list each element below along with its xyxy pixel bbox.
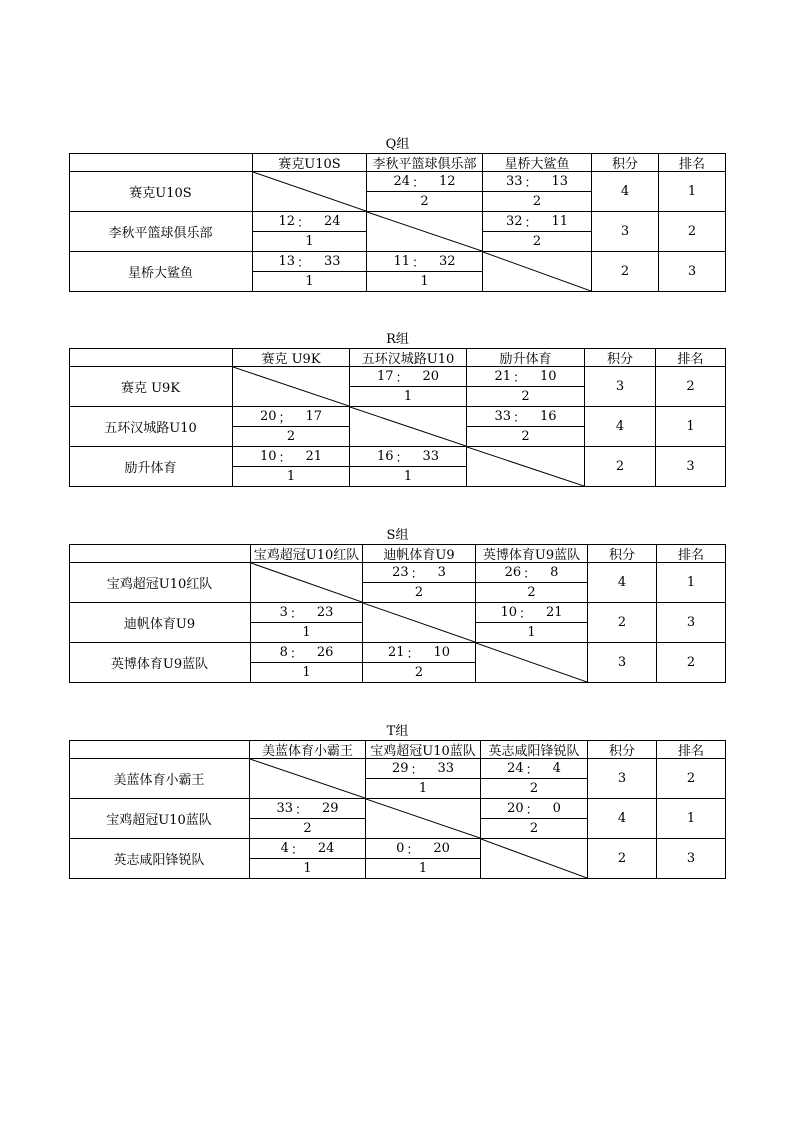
column-header-points-label: 积分 bbox=[608, 547, 635, 563]
diagonal-self-cell bbox=[366, 799, 481, 839]
match-points-value: 2 bbox=[420, 194, 429, 209]
row-total-points-value: 4 bbox=[617, 575, 627, 590]
row-rank bbox=[657, 643, 726, 683]
match-score bbox=[350, 367, 467, 387]
score-for: 8 bbox=[279, 645, 288, 660]
header-corner bbox=[69, 740, 250, 759]
score-against: 0 bbox=[552, 801, 561, 816]
column-header-rank bbox=[657, 740, 726, 759]
diagonal-line bbox=[251, 563, 362, 602]
match-points-value: 1 bbox=[403, 389, 413, 404]
score-for: 4 bbox=[280, 841, 289, 856]
match-points bbox=[367, 272, 483, 292]
match-points bbox=[363, 583, 476, 603]
score-against: 29 bbox=[322, 801, 339, 816]
row-team-name-label: 励升体育 bbox=[124, 461, 177, 476]
row-rank-value: 2 bbox=[686, 655, 696, 670]
row-total-points-value: 3 bbox=[617, 655, 627, 670]
row-total-points bbox=[588, 563, 657, 603]
column-header-points bbox=[588, 740, 657, 759]
diagonal-self-cell bbox=[251, 563, 363, 603]
match-points bbox=[476, 623, 588, 643]
row-team-name bbox=[69, 172, 253, 212]
match-points-value: 2 bbox=[527, 585, 536, 600]
match-points-value: 2 bbox=[529, 821, 539, 836]
column-header-rank-label: 排名 bbox=[677, 547, 704, 563]
score-separator: ： bbox=[525, 803, 539, 818]
diagonal-line bbox=[483, 252, 591, 291]
row-total-points bbox=[585, 447, 656, 487]
match-points bbox=[366, 779, 481, 799]
score-against: 33 bbox=[422, 449, 440, 464]
score-against: 10 bbox=[433, 645, 451, 660]
row-team-name bbox=[69, 603, 251, 643]
match-points-value: 2 bbox=[521, 389, 530, 404]
row-rank bbox=[659, 212, 726, 252]
match-points bbox=[253, 272, 367, 292]
row-rank-value: 1 bbox=[687, 184, 697, 199]
match-points-value: 2 bbox=[532, 234, 542, 249]
match-points bbox=[367, 192, 483, 212]
column-header-rank bbox=[656, 348, 726, 367]
diagonal-self-cell bbox=[233, 367, 350, 407]
row-rank bbox=[657, 603, 726, 643]
match-points-value: 1 bbox=[303, 861, 312, 876]
match-score bbox=[366, 839, 481, 859]
match-score bbox=[233, 407, 350, 427]
score-separator: ： bbox=[524, 176, 538, 191]
match-points-value: 1 bbox=[418, 861, 428, 876]
match-points bbox=[253, 232, 367, 252]
column-header-team bbox=[250, 740, 366, 759]
score-separator: ： bbox=[512, 411, 526, 426]
diagonal-self-cell bbox=[467, 447, 585, 487]
diagonal-self-cell bbox=[367, 212, 483, 252]
score-for: 16 bbox=[376, 449, 394, 464]
score-for: 24 bbox=[393, 174, 410, 189]
group-title-text: S组 bbox=[386, 528, 409, 543]
column-header-team bbox=[476, 544, 588, 563]
score-for: 12 bbox=[278, 214, 295, 229]
column-header-team-label: 赛克 U9K bbox=[261, 351, 321, 367]
match-points bbox=[481, 779, 588, 799]
score-against: 32 bbox=[439, 254, 456, 269]
row-total-points-value: 4 bbox=[615, 419, 625, 434]
column-header-team-label: 宝鸡超冠U10红队 bbox=[253, 547, 360, 563]
column-header-team-label: 美蓝体育小霸王 bbox=[261, 743, 353, 759]
score-against: 11 bbox=[551, 214, 569, 229]
column-header-points-label: 积分 bbox=[611, 156, 638, 172]
score-for: 23 bbox=[392, 565, 409, 580]
score-against: 12 bbox=[439, 174, 456, 189]
row-rank bbox=[656, 367, 726, 407]
score-separator: ： bbox=[523, 567, 537, 582]
row-total-points bbox=[588, 759, 657, 799]
score-against: 17 bbox=[305, 409, 323, 424]
diagonal-line bbox=[467, 447, 584, 486]
score-against: 24 bbox=[317, 841, 335, 856]
header-corner bbox=[69, 544, 251, 563]
score-against: 3 bbox=[437, 565, 446, 580]
score-against: 21 bbox=[546, 605, 563, 620]
match-score bbox=[363, 643, 476, 663]
diagonal-line bbox=[253, 172, 366, 211]
group-title bbox=[69, 332, 726, 348]
standings-table bbox=[69, 544, 726, 683]
match-score bbox=[481, 759, 588, 779]
match-points bbox=[483, 232, 592, 252]
row-team-name bbox=[69, 759, 250, 799]
column-header-points bbox=[585, 348, 656, 367]
score-for: 33 bbox=[494, 409, 511, 424]
score-separator: ： bbox=[395, 371, 409, 386]
row-total-points bbox=[588, 799, 657, 839]
header-corner bbox=[69, 153, 253, 172]
score-for: 10 bbox=[259, 449, 277, 464]
match-score bbox=[467, 367, 585, 387]
match-score bbox=[253, 212, 367, 232]
standings-table bbox=[69, 740, 726, 879]
row-rank-value: 3 bbox=[686, 851, 696, 866]
score-against: 23 bbox=[316, 605, 334, 620]
row-total-points bbox=[588, 603, 657, 643]
column-header-team bbox=[251, 544, 363, 563]
row-rank-value: 3 bbox=[687, 264, 697, 279]
column-header-team-label: 赛克U10S bbox=[278, 156, 341, 172]
row-team-name-label: 美蓝体育小霸王 bbox=[113, 773, 205, 788]
row-team-name bbox=[69, 799, 250, 839]
row-total-points-value: 3 bbox=[617, 771, 627, 786]
diagonal-line bbox=[481, 839, 587, 878]
column-header-team-label: 宝鸡超冠U10蓝队 bbox=[370, 743, 476, 759]
match-points-value: 1 bbox=[302, 665, 311, 680]
column-header-team bbox=[483, 153, 592, 172]
score-for: 17 bbox=[376, 369, 394, 384]
group-title-text: R组 bbox=[386, 332, 409, 347]
column-header-team-label: 英博体育U9蓝队 bbox=[482, 547, 581, 563]
header-corner bbox=[69, 348, 233, 367]
column-header-team-label: 迪帆体育U9 bbox=[383, 547, 455, 563]
match-points-value: 2 bbox=[286, 429, 296, 444]
diagonal-self-cell bbox=[363, 603, 476, 643]
column-header-rank bbox=[659, 153, 726, 172]
column-header-team-label: 星桥大鲨鱼 bbox=[504, 156, 570, 172]
column-header-team bbox=[367, 153, 483, 172]
column-header-rank-label: 排名 bbox=[677, 743, 704, 759]
standings-table bbox=[69, 153, 726, 292]
match-points bbox=[251, 623, 363, 643]
diagonal-line bbox=[366, 799, 480, 838]
score-for: 3 bbox=[279, 605, 288, 620]
match-points-value: 2 bbox=[414, 585, 424, 600]
row-team-name-label: 李秋平篮球俱乐部 bbox=[108, 226, 213, 241]
row-rank-value: 3 bbox=[686, 615, 696, 630]
match-points-value: 2 bbox=[529, 781, 539, 796]
column-header-rank-label: 排名 bbox=[678, 156, 705, 172]
column-header-points bbox=[588, 544, 657, 563]
standings-table bbox=[69, 348, 726, 487]
score-for: 24 bbox=[507, 761, 524, 776]
score-separator: ： bbox=[296, 216, 310, 231]
diagonal-line bbox=[350, 407, 466, 446]
row-rank bbox=[657, 563, 726, 603]
row-total-points-value: 2 bbox=[617, 851, 627, 866]
row-total-points bbox=[592, 252, 659, 292]
group-title-text: T组 bbox=[386, 724, 409, 739]
diagonal-line bbox=[476, 643, 587, 682]
match-points bbox=[251, 663, 363, 683]
diagonal-self-cell bbox=[350, 407, 467, 447]
row-rank bbox=[657, 759, 726, 799]
row-total-points-value: 2 bbox=[617, 615, 627, 630]
row-rank bbox=[657, 799, 726, 839]
column-header-team-label: 励升体育 bbox=[499, 351, 552, 367]
match-score bbox=[483, 212, 592, 232]
score-separator: ： bbox=[289, 607, 303, 622]
row-rank-value: 3 bbox=[686, 459, 695, 474]
score-against: 10 bbox=[540, 369, 557, 384]
group-title bbox=[69, 137, 726, 153]
match-score bbox=[366, 759, 481, 779]
score-separator: ： bbox=[406, 647, 420, 662]
score-for: 20 bbox=[507, 801, 524, 816]
group-title-text: Q组 bbox=[385, 137, 410, 152]
score-separator: ： bbox=[525, 763, 539, 778]
score-for: 32 bbox=[505, 214, 523, 229]
row-total-points bbox=[585, 367, 656, 407]
match-points bbox=[233, 467, 350, 487]
match-score bbox=[350, 447, 467, 467]
diagonal-line bbox=[250, 759, 365, 798]
column-header-points bbox=[592, 153, 659, 172]
column-header-team bbox=[253, 153, 367, 172]
score-for: 21 bbox=[494, 369, 511, 384]
row-total-points bbox=[588, 643, 657, 683]
match-score bbox=[467, 407, 585, 427]
score-separator: ； bbox=[278, 411, 292, 426]
score-for: 20 bbox=[259, 409, 277, 424]
column-header-rank-label: 排名 bbox=[677, 351, 704, 367]
row-team-name-label: 赛克 U9K bbox=[120, 381, 181, 396]
row-rank bbox=[659, 252, 726, 292]
row-total-points-value: 3 bbox=[615, 379, 625, 394]
score-against: 16 bbox=[540, 409, 557, 424]
column-header-team-label: 五环汉城路U10 bbox=[361, 351, 455, 367]
row-rank bbox=[657, 839, 726, 879]
score-separator: ： bbox=[294, 803, 308, 818]
score-for: 11 bbox=[393, 254, 410, 269]
row-rank-value: 1 bbox=[686, 575, 696, 590]
score-against: 20 bbox=[433, 841, 450, 856]
row-team-name bbox=[69, 212, 253, 252]
row-rank-value: 1 bbox=[686, 419, 695, 434]
row-team-name-label: 宝鸡超冠U10蓝队 bbox=[106, 813, 212, 828]
score-for: 13 bbox=[278, 254, 295, 269]
match-score bbox=[250, 799, 366, 819]
row-total-points bbox=[592, 172, 659, 212]
row-rank bbox=[659, 172, 726, 212]
score-separator: ： bbox=[411, 176, 425, 191]
match-points-value: 1 bbox=[305, 274, 314, 289]
match-points bbox=[483, 192, 592, 212]
match-points bbox=[350, 387, 467, 407]
column-header-rank bbox=[657, 544, 726, 563]
diagonal-line bbox=[233, 367, 349, 406]
diagonal-self-cell bbox=[481, 839, 588, 879]
score-separator: ： bbox=[410, 763, 424, 778]
diagonal-self-cell bbox=[476, 643, 588, 683]
score-separator: ： bbox=[512, 371, 526, 386]
score-separator: ： bbox=[395, 451, 409, 466]
diagonal-line bbox=[363, 603, 475, 642]
score-for: 33 bbox=[276, 801, 293, 816]
row-rank-value: 1 bbox=[686, 811, 696, 826]
score-against: 33 bbox=[324, 254, 341, 269]
score-against: 8 bbox=[550, 565, 559, 580]
group-title bbox=[69, 724, 726, 740]
score-separator: ： bbox=[406, 843, 420, 858]
row-team-name bbox=[69, 643, 251, 683]
row-total-points bbox=[585, 407, 656, 447]
score-for: 26 bbox=[504, 565, 522, 580]
diagonal-self-cell bbox=[250, 759, 366, 799]
score-for: 0 bbox=[396, 841, 405, 856]
score-for: 10 bbox=[500, 605, 517, 620]
row-team-name-label: 英志咸阳锋锐队 bbox=[113, 853, 205, 868]
match-score bbox=[251, 643, 363, 663]
match-points bbox=[476, 583, 588, 603]
match-points bbox=[467, 427, 585, 447]
row-team-name bbox=[69, 407, 233, 447]
row-rank-value: 2 bbox=[686, 771, 696, 786]
row-rank bbox=[656, 447, 726, 487]
match-points-value: 2 bbox=[414, 665, 424, 680]
match-points-value: 1 bbox=[403, 469, 413, 484]
match-score bbox=[367, 252, 483, 272]
row-rank-value: 2 bbox=[686, 379, 695, 394]
match-points bbox=[350, 467, 467, 487]
diagonal-self-cell bbox=[483, 252, 592, 292]
score-separator: ： bbox=[411, 256, 425, 271]
match-points-value: 2 bbox=[521, 429, 530, 444]
column-header-team bbox=[350, 348, 467, 367]
match-score bbox=[250, 839, 366, 859]
match-points bbox=[366, 859, 481, 879]
row-team-name-label: 宝鸡超冠U10红队 bbox=[106, 577, 213, 592]
match-score bbox=[483, 172, 592, 192]
score-against: 21 bbox=[305, 449, 323, 464]
match-points bbox=[250, 859, 366, 879]
diagonal-self-cell bbox=[253, 172, 367, 212]
column-header-team bbox=[366, 740, 481, 759]
score-against: 4 bbox=[552, 761, 561, 776]
match-points bbox=[250, 819, 366, 839]
row-total-points-value: 3 bbox=[620, 224, 630, 239]
row-rank-value: 2 bbox=[687, 224, 697, 239]
score-separator: ： bbox=[278, 451, 292, 466]
score-against: 13 bbox=[551, 174, 569, 189]
column-header-team-label: 李秋平篮球俱乐部 bbox=[372, 156, 477, 172]
row-team-name-label: 赛克U10S bbox=[129, 186, 192, 201]
match-score bbox=[367, 172, 483, 192]
column-header-team bbox=[481, 740, 588, 759]
score-for: 21 bbox=[387, 645, 405, 660]
match-points-value: 1 bbox=[305, 234, 314, 249]
match-score bbox=[476, 563, 588, 583]
row-team-name bbox=[69, 447, 233, 487]
column-header-points-label: 积分 bbox=[608, 743, 635, 759]
column-header-team bbox=[233, 348, 350, 367]
row-team-name bbox=[69, 563, 251, 603]
score-separator: ： bbox=[410, 567, 424, 582]
match-score bbox=[476, 603, 588, 623]
match-points-value: 2 bbox=[532, 194, 542, 209]
match-points-value: 1 bbox=[420, 274, 429, 289]
score-for: 29 bbox=[391, 761, 409, 776]
match-points-value: 1 bbox=[418, 781, 428, 796]
score-separator: ： bbox=[290, 843, 304, 858]
match-score bbox=[251, 603, 363, 623]
column-header-points-label: 积分 bbox=[606, 351, 633, 367]
row-total-points-value: 2 bbox=[615, 459, 625, 474]
score-separator: ： bbox=[296, 256, 310, 271]
match-score bbox=[233, 447, 350, 467]
match-points-value: 1 bbox=[302, 625, 311, 640]
group-title bbox=[69, 528, 726, 544]
row-team-name-label: 五环汉城路U10 bbox=[104, 421, 197, 436]
row-total-points-value: 2 bbox=[620, 264, 630, 279]
match-points-value: 1 bbox=[527, 625, 536, 640]
score-for: 33 bbox=[505, 174, 523, 189]
match-points bbox=[233, 427, 350, 447]
row-total-points bbox=[588, 839, 657, 879]
row-rank bbox=[656, 407, 726, 447]
score-separator: ： bbox=[289, 647, 303, 662]
score-against: 24 bbox=[324, 214, 341, 229]
row-team-name-label: 迪帆体育U9 bbox=[123, 617, 196, 632]
match-points bbox=[467, 387, 585, 407]
score-against: 26 bbox=[316, 645, 334, 660]
row-total-points-value: 4 bbox=[617, 811, 627, 826]
match-points bbox=[363, 663, 476, 683]
column-header-team bbox=[363, 544, 476, 563]
match-points bbox=[481, 819, 588, 839]
row-team-name bbox=[69, 252, 253, 292]
diagonal-line bbox=[367, 212, 482, 251]
match-score bbox=[363, 563, 476, 583]
row-team-name-label: 星桥大鲨鱼 bbox=[127, 266, 193, 281]
row-total-points bbox=[592, 212, 659, 252]
match-points-value: 1 bbox=[286, 469, 296, 484]
row-team-name-label: 英博体育U9蓝队 bbox=[110, 657, 209, 672]
column-header-team bbox=[467, 348, 585, 367]
row-total-points-value: 4 bbox=[620, 184, 630, 199]
column-header-team-label: 英志咸阳锋锐队 bbox=[488, 743, 580, 759]
row-team-name bbox=[69, 367, 233, 407]
score-against: 20 bbox=[422, 369, 440, 384]
match-score bbox=[253, 252, 367, 272]
match-score bbox=[481, 799, 588, 819]
score-against: 33 bbox=[437, 761, 455, 776]
match-points-value: 2 bbox=[303, 821, 312, 836]
score-separator: ： bbox=[524, 216, 538, 231]
row-team-name bbox=[69, 839, 250, 879]
score-separator: ： bbox=[518, 607, 532, 622]
